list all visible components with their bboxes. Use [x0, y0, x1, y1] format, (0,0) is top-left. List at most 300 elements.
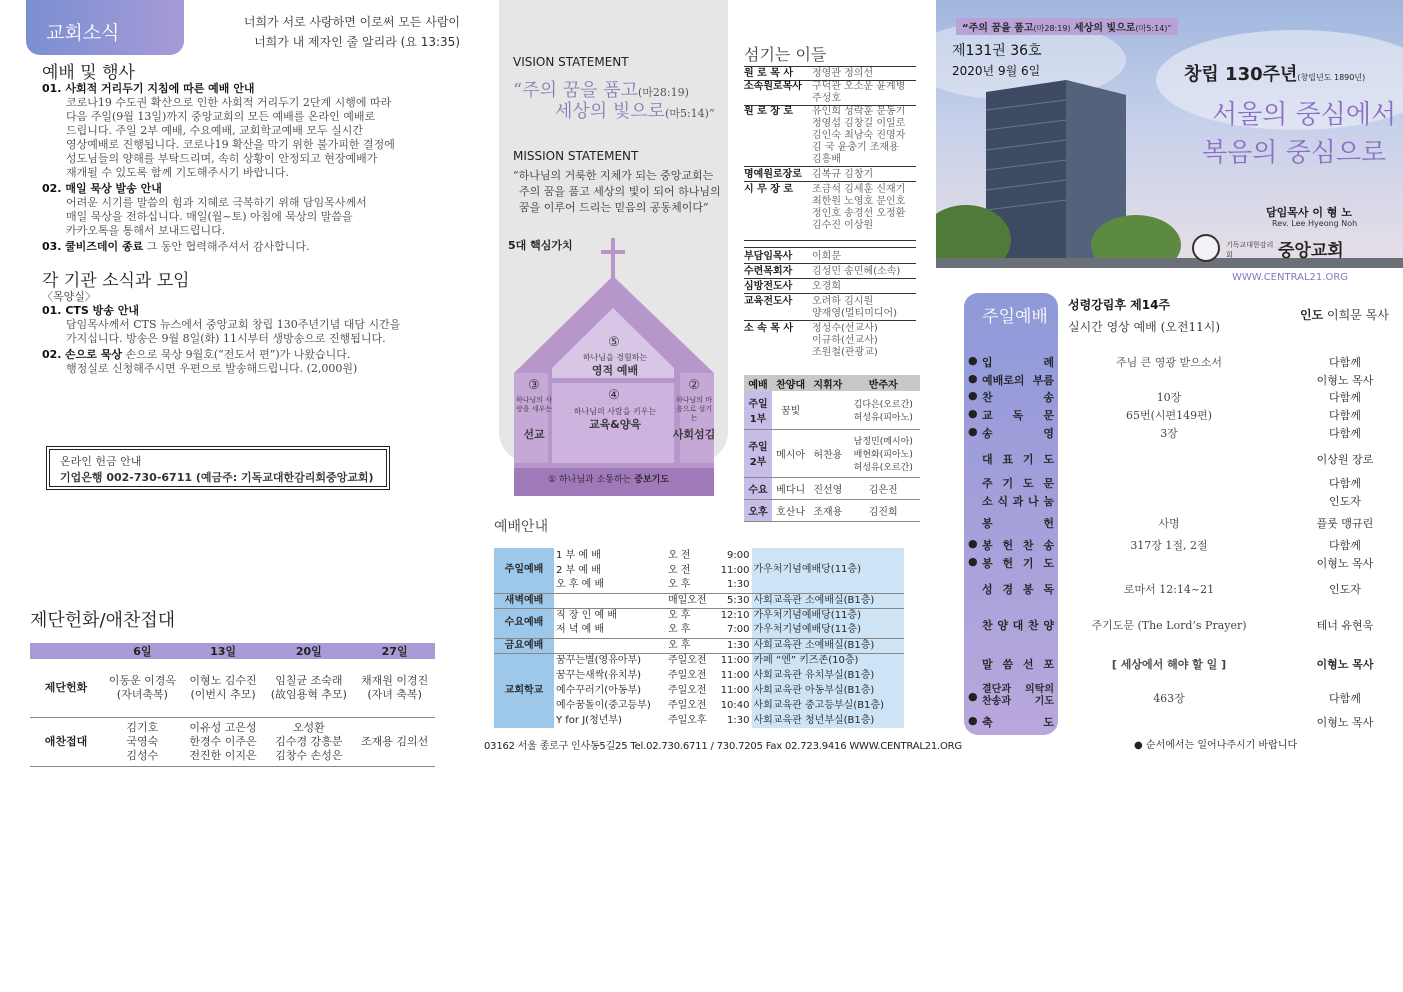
org-item-2-body	[42, 362, 462, 376]
value-3-number: ③	[528, 378, 540, 393]
core-values-label: 5대 핵심가치	[508, 239, 573, 252]
order-item-name	[968, 537, 1054, 553]
order-item-name	[968, 451, 1054, 467]
bullet-icon: ●	[968, 425, 978, 438]
order-item-person: 테너 유현욱	[1316, 619, 1374, 632]
order-item-name	[968, 372, 1054, 388]
service-time-of-day: 오 후	[667, 579, 691, 591]
mission-line: “하나님의 거룩한 지체가 되는 중앙교회는	[513, 169, 714, 182]
server-role: 원 로 장 로	[744, 106, 794, 117]
table-row	[494, 608, 904, 623]
value-2-number: ②	[688, 378, 700, 393]
mission-label: MISSION STATEMENT	[513, 149, 639, 163]
cell-line: (자녀 축복)	[367, 687, 422, 701]
order-item-name	[968, 656, 1054, 672]
item-title: 매일 묵상 발송 안내	[65, 182, 162, 195]
order-item-name	[968, 555, 1054, 571]
vision-line-2	[555, 97, 715, 123]
service-place: 사회교육관 소예배실(B1층)	[752, 593, 904, 608]
order-item-person: 이형노 목사	[1316, 557, 1374, 570]
order-item-name	[968, 515, 1054, 531]
motto-text: “주의 꿈을 품고	[962, 23, 1034, 34]
divider	[744, 247, 916, 248]
choir-header: 예배	[744, 375, 772, 391]
news-item-1-body	[42, 96, 462, 180]
value-1-number: ①	[548, 475, 557, 485]
bullet-icon: ●	[968, 389, 978, 402]
server-row	[744, 81, 920, 105]
service-place: 사회교육관 유치부실(B1층)	[752, 668, 904, 683]
row-label: 애찬접대	[30, 717, 102, 766]
accompanist-line: 배현화(피아노)	[853, 449, 913, 460]
divider	[744, 240, 916, 241]
body-line: 다음 주일(9월 13일)까지 중앙교회의 모든 예배를 온라인 예배로	[66, 110, 376, 123]
service-time-of-day: 매일오전	[666, 593, 714, 608]
org-item-1-body	[42, 318, 462, 346]
item-inline: 그 동안 협력해주셔서 감사합니다.	[143, 240, 310, 253]
service-label: 주일 1부	[744, 391, 772, 429]
group-label: 교회학교	[494, 653, 554, 728]
service-place: 사회교육관 중고등부실(B1층)	[752, 698, 904, 713]
order-item-person: 이상원 장로	[1316, 453, 1374, 466]
server-names: 김인숙 최남숙 진명자	[812, 130, 906, 141]
service-time: 1:30	[727, 579, 750, 591]
cross-vertical	[611, 238, 615, 280]
cover-motto	[956, 18, 1178, 35]
order-item-content: 317장 1절, 2절	[1130, 539, 1208, 552]
order-item-label: 봉 헌 기 도	[982, 557, 1054, 570]
service-place: 가우처기념예배당(11층)	[752, 548, 904, 593]
vision-label: VISION STATEMENT	[513, 55, 629, 69]
service-time-of-day: 주일오후	[667, 714, 707, 726]
body-line: 영상예배로 진행됩니다. 코로나19 확산을 막기 위한 불가피한 결정에	[66, 138, 395, 151]
table-row	[494, 698, 904, 713]
value-3-name: 선교	[523, 428, 545, 441]
mission-line: 주의 꿈을 품고 세상의 빛이 되어 하나님의	[519, 185, 721, 198]
server-names: 구덕관 오소운 윤계병	[812, 81, 906, 92]
server-names: 주성호	[812, 93, 841, 104]
server-names: 유인희 성락훈 문동기	[812, 106, 906, 117]
table-row	[494, 623, 904, 638]
service-name: 직 장 인 예 배	[554, 608, 666, 623]
item-number: 02.	[42, 348, 62, 361]
server-names: 최한원 노영호 문인호	[812, 196, 906, 207]
divider	[744, 66, 916, 67]
item-number: 02.	[42, 182, 62, 195]
service-time: 11:00	[720, 564, 750, 576]
server-names: 이규하(선교사)	[812, 335, 878, 346]
accompanist-line: 허성유(오르간)	[853, 462, 913, 473]
order-item-label: 성 경 봉 독	[982, 583, 1054, 596]
order-item-name	[968, 425, 1054, 441]
table-cell	[263, 659, 354, 717]
anniversary-text: 창립 130주년	[1184, 64, 1298, 85]
bullet-icon: ●	[968, 537, 978, 550]
service-place: 사회교육관 아동부실(B1층)	[752, 683, 904, 698]
order-item-name	[968, 475, 1054, 491]
motto-ref: (마5:14)”	[1135, 24, 1172, 33]
order-item-label: 찬 양 대 찬 양	[982, 619, 1054, 632]
order-item-name	[968, 617, 1054, 633]
vision-ref: (마5:14)”	[665, 107, 715, 120]
value-4-desc: 하나님의 사람을 키우는	[573, 407, 657, 416]
order-item-label: 소 식 과 나 눔	[982, 495, 1054, 508]
divider	[744, 80, 916, 81]
leader-label: 인도	[1300, 308, 1324, 322]
church-seal-icon	[1192, 234, 1220, 262]
service-time-of-day: 주일오전	[667, 669, 707, 681]
body-line: 성도님들의 양해를 부탁드리며, 속히 상황이 안정되고 현장예배가	[66, 152, 378, 165]
table-cell	[183, 717, 264, 766]
service-place: 사회교육관 소예배실(B1층)	[752, 638, 904, 653]
bullet-icon: ●	[968, 354, 978, 367]
server-row	[744, 296, 920, 320]
body-line: 카카오톡을 통해서 보내드립니다.	[66, 224, 226, 237]
cell-line: 이유성 고은성	[189, 720, 257, 734]
server-names: 오경희	[812, 281, 841, 292]
service-type: 실시간 영상 예배 (오전11시)	[1068, 320, 1220, 334]
value-5-number: ⑤	[608, 335, 620, 350]
vision-text: 세상의 빛으로	[555, 101, 666, 122]
leader-name: 이희문 목사	[1327, 308, 1389, 322]
table-row	[494, 653, 904, 668]
service-name: Y for J(청년부)	[556, 714, 622, 726]
group-label: 금요예배	[494, 638, 554, 653]
liturgical-week: 성령강림후 제14주	[1068, 298, 1171, 312]
server-role: 시 무 장 로	[744, 184, 794, 195]
cell-line: 한경수 이주은	[189, 734, 257, 748]
accompanist-line: 김다은(오르간)	[853, 399, 913, 410]
website-link[interactable]: WWW.CENTRAL21.ORG	[1232, 272, 1349, 283]
service-name	[554, 593, 666, 608]
order-item-label: 주 기 도 문	[982, 477, 1054, 490]
divider	[744, 293, 916, 294]
divider	[744, 166, 916, 167]
server-names: 이희문	[812, 251, 841, 262]
service-time: 5:30	[714, 593, 751, 608]
service-name: 예수꾸러기(아동부)	[556, 684, 642, 696]
service-name: 꿈꾸는새싹(유치부)	[556, 669, 642, 681]
order-item-name	[968, 407, 1054, 423]
table-row	[494, 638, 904, 653]
server-role: 심방전도사	[744, 281, 793, 292]
table-row	[30, 717, 435, 766]
senior-pastor-en: Rev. Lee Hyeong Noh	[1272, 219, 1358, 228]
divider	[744, 320, 916, 321]
table-cell	[102, 659, 183, 717]
cell-line: 김수경 강흥분	[275, 734, 343, 748]
bullet-icon	[968, 656, 978, 672]
server-names: 오려하 김시원	[812, 296, 874, 307]
conductor	[809, 391, 846, 429]
order-item-content: 463장	[1153, 692, 1185, 705]
altar-header: 20일	[263, 643, 354, 659]
order-item-name	[968, 714, 1054, 730]
order-item-person: 다함께	[1329, 409, 1361, 422]
server-role: 부담임목사	[744, 251, 793, 262]
service-place: 가우처기념예배당(11층)	[752, 608, 904, 623]
org-item-2	[42, 346, 462, 362]
accompanist	[846, 429, 920, 477]
server-names: 조원철(관광교)	[812, 347, 878, 358]
service-time-of-day: 주일오전	[666, 653, 714, 668]
service-time-of-day: 오 전	[667, 549, 691, 561]
worship-guide-table	[494, 548, 904, 728]
order-item-person: 다함께	[1329, 539, 1361, 552]
church-news-tab: 교회소식	[26, 0, 184, 55]
server-row	[744, 251, 920, 263]
cell-line: 이형노 김수진	[189, 673, 257, 687]
bullet-icon	[968, 475, 978, 491]
accompanist: 김진희	[846, 499, 920, 521]
table-row	[744, 499, 920, 521]
table-row	[744, 429, 920, 477]
service-time: 12:10	[714, 608, 751, 623]
order-item-person: 인도자	[1329, 495, 1361, 508]
server-row	[744, 68, 920, 80]
order-item-name	[968, 581, 1054, 597]
bullet-icon: ●	[968, 714, 978, 727]
service-name	[554, 638, 666, 653]
order-item-label: 입 례	[982, 356, 1054, 369]
bullet-icon: ●	[968, 555, 978, 568]
motto-text: 세상의 빛으로	[1070, 23, 1136, 34]
cell-line: (이번시 추모)	[190, 687, 256, 701]
order-item-person: 이형노 목사	[1316, 716, 1374, 729]
service-time: 11:00	[714, 653, 751, 668]
service-time: 9:00	[727, 549, 750, 561]
order-item-person: 다함께	[1329, 356, 1361, 369]
service-label: 수요	[744, 477, 772, 499]
group-label: 주일예배	[494, 548, 554, 593]
cell-line: 채재원 이경진	[360, 673, 429, 687]
service-time-of-day: 오 후	[666, 638, 714, 653]
service-place: 가우처기념예배당(11층)	[752, 623, 904, 638]
anniversary-sub: (창립년도 1890년)	[1297, 73, 1366, 82]
server-role: 명예원로장로	[744, 169, 802, 180]
value-4-number: ④	[608, 388, 620, 403]
server-role: 소 속 목 사	[744, 323, 794, 334]
cell-line: 전진한 이지은	[189, 748, 257, 762]
table-cell	[183, 659, 264, 717]
server-names: 김흥배	[812, 154, 841, 165]
news-item-3	[42, 238, 462, 254]
server-names: 양재영(멀티미디어)	[812, 308, 898, 319]
altar-table	[30, 643, 435, 767]
group-label: 새벽예배	[494, 593, 554, 608]
order-item-name	[968, 493, 1054, 509]
order-item-label: 결단과 의탁의 찬송과 기도	[982, 684, 1054, 707]
group-label: 수요예배	[494, 608, 554, 638]
service-time: 11:00	[720, 684, 750, 696]
order-item-label: 축 도	[982, 716, 1054, 729]
table-cell	[354, 717, 435, 766]
server-row	[744, 184, 920, 232]
worship-heading: 예배 및 행사	[42, 63, 135, 83]
server-names: 정성수(선교사)	[812, 323, 878, 334]
order-item-content: 주기도문 (The Lord’s Prayer)	[1091, 619, 1247, 632]
order-item-label: 대 표 기 도	[982, 453, 1054, 466]
church-address: 03162 서울 종로구 인사동5길25 Tel.02.730.6711 / 730.7205 Fax 02.723.9416 WWW.CENTRAL21.ORG	[484, 741, 962, 752]
server-names: 김복규 김창기	[812, 169, 874, 180]
cell-line: 국영숙	[126, 734, 159, 748]
divider	[744, 263, 916, 264]
server-names: 정영관 정의선	[812, 68, 874, 79]
server-role: 소속원로목사	[744, 81, 802, 92]
issue-date: 2020년 9월 6일	[952, 64, 1041, 78]
service-time: 10:40	[720, 699, 750, 711]
server-names: 김성민 송민혜(소속)	[812, 266, 901, 277]
service-place: 카페 “엔” 키즈존(10층)	[752, 653, 904, 668]
order-item-label: 교 독 문	[982, 409, 1054, 422]
divider	[744, 105, 916, 106]
service-time-of-day: 주일오전	[667, 684, 707, 696]
service-time-of-day: 오 후	[666, 608, 714, 623]
table-row	[494, 593, 904, 608]
server-row	[744, 281, 920, 293]
altar-header: 27일	[354, 643, 435, 659]
accompanist: 김은진	[846, 477, 920, 499]
bullet-icon	[968, 493, 978, 509]
choir-name: 호산나	[772, 499, 809, 521]
order-item-content: 10장	[1156, 391, 1182, 404]
accompanist	[846, 391, 920, 429]
bullet-icon	[968, 581, 978, 597]
value-5-name: 영적 예배	[591, 364, 639, 377]
service-name: 1 부 예 배	[556, 549, 601, 561]
choir-table	[744, 375, 920, 522]
slogan-line-2: 복음의 중심으로	[1202, 138, 1387, 168]
body-line: 담임목사께서 CTS 뉴스에서 중앙교회 창립 130주년기념 대담 시간을	[66, 318, 401, 331]
choir-header: 지휘자	[809, 375, 846, 391]
vision-ref: (마28:19)	[637, 86, 689, 99]
order-item-content: 3장	[1160, 427, 1178, 440]
order-item-label: 봉 헌	[982, 517, 1054, 530]
altar-header-row	[30, 643, 435, 659]
order-item-name	[968, 354, 1054, 370]
order-item-person: 다함께	[1329, 692, 1361, 705]
order-item-person: 이형노 목사	[1316, 374, 1374, 387]
body-line: 재개될 수 있도록 함께 기도해주시기 바랍니다.	[66, 166, 289, 179]
conductor: 조재용	[809, 499, 846, 521]
org-items	[42, 302, 462, 376]
value-1-name: 중보기도	[634, 475, 670, 485]
order-item-label: 찬 송	[982, 391, 1054, 404]
value-2-desc: 하나님의 마음으로 섬기는	[675, 396, 713, 422]
server-role: 수련목회자	[744, 266, 793, 277]
order-item-person: 다함께	[1329, 391, 1361, 404]
table-row	[494, 668, 904, 683]
choir-header: 찬양대	[772, 375, 809, 391]
online-offering-box	[46, 446, 390, 490]
verse-line-2: 너희가 내 제자인 줄 알리라 (요 13:35)	[254, 35, 460, 49]
table-row	[30, 659, 435, 717]
orgs-sub: 〈목양실〉	[42, 290, 96, 303]
cell-line: (故임용혁 추모)	[270, 687, 347, 701]
standing-note: ● 순서에서는 일어나주시기 바랍니다	[1134, 740, 1298, 751]
choir-name: 꿈빛	[772, 391, 809, 429]
service-label: 오후	[744, 499, 772, 521]
server-row	[744, 266, 920, 278]
anniversary	[1184, 60, 1365, 86]
choir-name: 베다니	[772, 477, 809, 499]
value-5-desc: 하나님을 경험하는	[582, 353, 648, 362]
server-names: 정인호 송경선 오정환	[812, 208, 906, 219]
volume: 제131권 36호	[952, 43, 1042, 59]
item-inline: 손으로 묵상 9월호(“전도서 편”)가 나왔습니다.	[121, 348, 351, 361]
choir-name: 메시아	[772, 429, 809, 477]
cell-line: 김창수 손성은	[275, 748, 343, 762]
service-label: 주일 2부	[744, 429, 772, 477]
body-line: 가지십니다. 방송은 9월 8일(화) 11시부터 생방송으로 진행됩니다.	[66, 332, 386, 345]
bullet-icon: ●	[968, 407, 978, 420]
service-time-of-day: 오 전	[667, 564, 691, 576]
server-role: 원 로 목 사	[744, 68, 794, 79]
table-row	[494, 713, 904, 728]
service-name: 2 부 예 배	[556, 564, 601, 576]
altar-title: 제단헌화/애찬접대	[30, 610, 176, 631]
order-item-content: [ 세상에서 해야 할 일 ]	[1111, 658, 1227, 671]
cell-line: 조재용 김의선	[360, 734, 429, 748]
altar-header	[30, 643, 102, 659]
servers-title: 섬기는 이들	[744, 45, 827, 64]
news-item-1-title	[42, 80, 462, 96]
value-3-desc: 하나님의 사랑을 세우는	[515, 396, 553, 413]
body-line: 행정실로 신청해주시면 우편으로 발송해드립니다. (2,000원)	[66, 362, 358, 375]
item-title: CTS 방송 안내	[65, 304, 140, 317]
order-item-label: 예배로의 부름	[982, 374, 1054, 387]
cell-line: 임칠균 조숙래	[275, 673, 343, 687]
order-item-person: 이형노 목사	[1316, 658, 1374, 671]
body-line: 드립니다. 주일 2부 예배, 수요예배, 교회학교예배 모두 실시간	[66, 124, 363, 137]
order-item-person: 다함께	[1329, 477, 1361, 490]
senior-pastor: 담임목사 이 형 노	[1266, 206, 1352, 219]
accompanist-line: 남정민(메시아)	[853, 436, 913, 447]
accompanist-line: 허성유(피아노)	[853, 412, 913, 423]
mission-text	[513, 168, 728, 216]
server-role: 교육전도사	[744, 296, 793, 307]
choir-header-row	[744, 375, 920, 391]
table-cell	[102, 717, 183, 766]
servers-group-2	[744, 251, 920, 359]
item-title: 쿨비즈데이 종료	[65, 240, 144, 253]
order-item-content: 주님 큰 영광 받으소서	[1115, 356, 1223, 369]
choir-header: 반주자	[846, 375, 920, 391]
worship-guide-title: 예배안내	[494, 519, 549, 535]
news-item-2-body	[42, 196, 462, 238]
news-items	[42, 80, 462, 254]
server-row	[744, 106, 920, 166]
order-item-content: 65번(시편149편)	[1125, 409, 1213, 422]
vision-text: “주의 꿈을 품고	[513, 80, 638, 101]
value-1-desc: 하나님과 소통하는	[558, 475, 632, 485]
servers-group-1	[744, 68, 920, 232]
church-name: 중앙교회	[1278, 241, 1344, 261]
order-item-label: 말 씀 선 포	[982, 658, 1054, 671]
order-item-content: 사명	[1158, 517, 1180, 530]
org-item-1-title	[42, 302, 462, 318]
item-title: 손으로 묵상	[65, 348, 122, 361]
body-line: 코로나19 수도권 확산으로 인한 사회적 거리두기 2단계 시행에 따라	[66, 96, 392, 109]
news-item-2-title	[42, 180, 462, 196]
service-name: 저 녁 예 배	[556, 624, 605, 636]
cross-horizontal	[601, 250, 625, 254]
motto-ref: (마28:19)	[1033, 24, 1071, 33]
service-place: 사회교육관 청년부실(B1층)	[752, 713, 904, 728]
conductor: 진선영	[809, 477, 846, 499]
server-row	[744, 169, 920, 181]
verse-line-1: 너희가 서로 사랑하면 이로써 모든 사람이	[243, 15, 460, 29]
